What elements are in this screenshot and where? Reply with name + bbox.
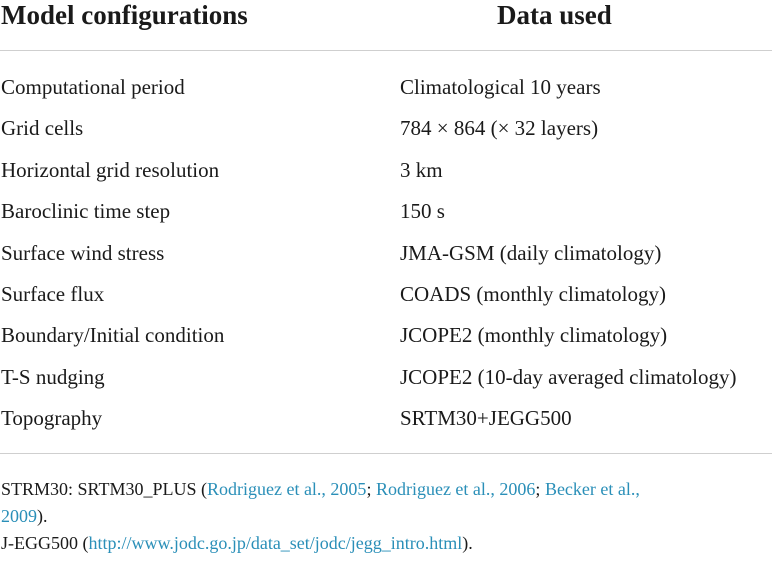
table-footnotes [1, 476, 771, 557]
data-cell: COADS (monthly climatology) [400, 281, 666, 306]
reference-link-rodriguez-2005[interactable]: Rodriguez et al., 2005 [206, 479, 367, 499]
table-body [0, 71, 772, 444]
footnote-separator: ; [366, 479, 376, 499]
table-row [0, 278, 772, 319]
table-row [0, 154, 772, 195]
data-cell: 784 × 864 (× 32 layers) [400, 116, 599, 141]
table-row [0, 112, 772, 153]
reference-link-rodriguez-2006[interactable]: Rodriguez et al., 2006 [375, 479, 536, 499]
config-cell: Horizontal grid resolution [1, 157, 220, 182]
reference-link-becker-2009[interactable]: Becker et al., [544, 479, 640, 499]
config-cell: Computational period [1, 75, 185, 99]
footnote-text: STRM30: SRTM30_PLUS ( [1, 479, 207, 499]
footnote-separator: ; [535, 479, 545, 499]
footnote-strm30 [1, 476, 771, 503]
config-cell: Boundary/Initial condition [1, 323, 225, 348]
reference-link-becker-2009-year[interactable]: 2009 [1, 506, 37, 526]
jodc-url-link[interactable]: http://www.jodc.go.jp/data_set/jodc/jegg_intro.html [88, 533, 463, 553]
config-cell: Surface flux [1, 281, 105, 306]
table-row [0, 71, 772, 112]
data-cell: 150 s [400, 199, 445, 224]
config-cell: Surface wind stress [1, 240, 165, 265]
config-cell: Topography [1, 406, 103, 431]
data-cell: 3 km [400, 157, 443, 182]
data-cell: SRTM30+JEGG500 [400, 406, 572, 431]
table-row [0, 402, 772, 443]
table-bottom-rule [0, 453, 772, 454]
footnote-text: ). [37, 506, 48, 526]
table-header [0, 0, 772, 51]
data-cell: JMA-GSM (daily climatology) [400, 240, 662, 265]
footnote-strm30-continued [1, 503, 771, 530]
table-row [0, 195, 772, 236]
data-cell: JCOPE2 (monthly climatology) [400, 323, 668, 348]
config-cell: Baroclinic time step [1, 199, 171, 224]
footnote-jegg500 [1, 530, 771, 557]
footnote-text: J-EGG500 ( [1, 533, 89, 553]
table-row [0, 319, 772, 360]
table-row [0, 237, 772, 278]
table-row [0, 361, 772, 402]
config-cell: Grid cells [1, 116, 84, 141]
data-cell: JCOPE2 (10-day averaged climatology) [400, 364, 737, 389]
header-data-used: Data used [497, 0, 612, 30]
data-cell: Climatological 10 years [400, 75, 601, 99]
footnote-text: ). [462, 533, 473, 553]
config-cell: T-S nudging [1, 364, 105, 389]
header-model-configurations: Model configurations [1, 0, 248, 30]
